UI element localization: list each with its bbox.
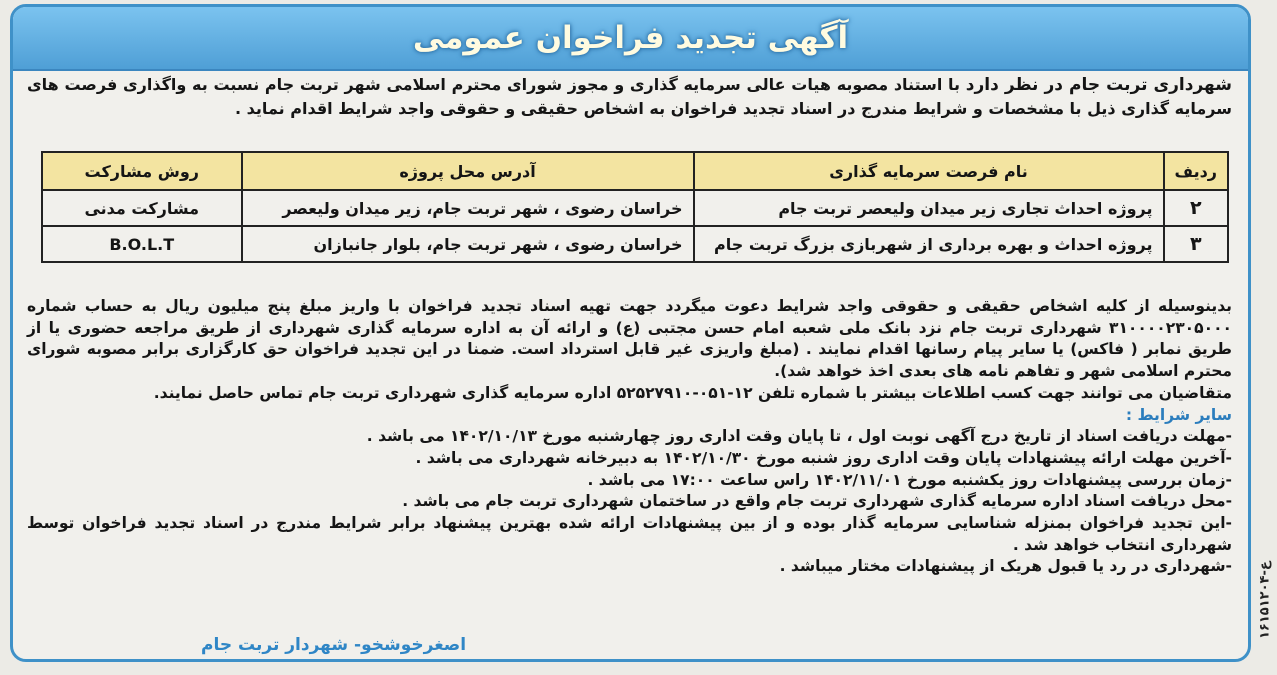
participation-method: مشارکت مدنی [42,190,242,226]
conditions-title: سایر شرایط : [1125,405,1232,424]
project-name: پروژه احداث تجاری زیر میدان ولیعصر تربت جام [694,190,1164,226]
table-row [42,190,1228,226]
notice-title: آگهی تجدید فراخوان عمومی [412,20,849,56]
notice-frame [10,4,1251,662]
row-number: ۲ [1164,190,1228,226]
header-project-address: آدرس محل پروژه [242,152,694,190]
condition-item: -شهرداری در رد یا قبول هریک از پیشنهادات مختار میباشد . [779,557,1232,576]
intro-text: با استناد مصوبه هیات عالی سرمایه گذاری و مجوز شورای محترم اسلامی شهر تربت جام نسبت به واگذاری فرصت های سرمایه گذاری ذیل با مشخصات و شرایط مندرج در اسناد تجدید فراخوان به اشخاص حقیقی و حقوقی واجد شرایط اقدام نماید . [27,75,1232,118]
notice-body [27,296,1232,578]
condition-item: -آخرین مهلت ارائه پیشنهادات پایان وقت اداری روز شنبه مورخ ۱۴۰۲/۱۰/۳۰ به دبیرخانه شهرداری می باشد . [415,448,1232,467]
mayor-signature: اصغرخوشخو- شهردار تربت جام [201,635,467,655]
header-project-name: نام فرصت سرمایه گذاری [694,152,1164,190]
header-row-number: ردیف [1164,152,1228,190]
projects-table [41,151,1229,263]
table-row [42,226,1228,262]
row-number: ۳ [1164,226,1228,262]
contact-paragraph: متقاضیان می توانند جهت کسب اطلاعات بیشتر با شماره تلفن ۱۲-۰۵۱-۵۲۵۲۷۹۱۰ اداره سرمایه گذاری شهرداری تربت جام تماس حاصل نمایند. [153,383,1232,402]
condition-item: -مهلت دریافت اسناد از تاریخ درج آگهی نوبت اول ، تا پایان وقت اداری روز چهارشنبه مورخ ۱۴۰۲/۱۰/۱۳ می باشد . [366,427,1232,446]
condition-item: -این تجدید فراخوان بمنزله شناسایی سرمایه گذار بوده و از بین پیشنهادات ارائه شده بهترین پیشنهاد برابر شرایط مندرج در اسناد تجدید فراخوان توسط شهرداری انتخاب خواهد شد . [27,514,1232,554]
participation-method: B.O.L.T [42,226,242,262]
invitation-paragraph: بدینوسیله از کلیه اشخاص حقیقی و حقوقی واجد شرایط دعوت میگردد جهت تهیه اسناد تجدید فراخوان با واریز مبلغ پنج میلیون ریال به حساب شماره ۳۱۰۰۰۰۲۳۰۵۰۰۰ شهرداری تربت جام نزد بانک ملی شعبه امام حسن مجتبی (ع) و ارائه آن به اداره سرمایه گذاری شهرداری از طریق مراجعه حضوری یا از طریق نمابر ( فاکس) یا سایر پیام رسانها اقدام نمایند . (مبلغ واریزی غیر قابل استرداد است. ضمنا در این تجدید فراخوان حق کارگزاری برابر مصوبه شورای محترم اسلامی شهر و تفاهم نامه های بعدی اخذ خواهد شد). [27,297,1232,381]
condition-item: -محل دریافت اسناد اداره سرمایه گذاری شهرداری تربت جام واقع در ساختمان شهرداری تربت جام می باشد . [402,492,1232,511]
project-name: پروژه احداث و بهره برداری از شهربازی بزرگ تربت جام [694,226,1164,262]
project-address: خراسان رضوی ، شهر تربت جام، بلوار جانبازان [242,226,694,262]
header-participation-method: روش مشارکت [42,152,242,190]
intro-paragraph [27,73,1232,120]
side-code: ع-۱۶۱۵۱۲۰۴ [1257,561,1273,639]
condition-item: -زمان بررسی پیشنهادات روز یکشنبه مورخ ۱۴۰۲/۱۱/۰۱ راس ساعت ۱۷:۰۰ می باشد . [587,470,1232,489]
table-header-row [42,152,1228,190]
notice-banner [13,7,1248,71]
intro-lead: شهرداری تربت جام در نظر دارد [965,75,1232,95]
project-address: خراسان رضوی ، شهر تربت جام، زیر میدان ولیعصر [242,190,694,226]
